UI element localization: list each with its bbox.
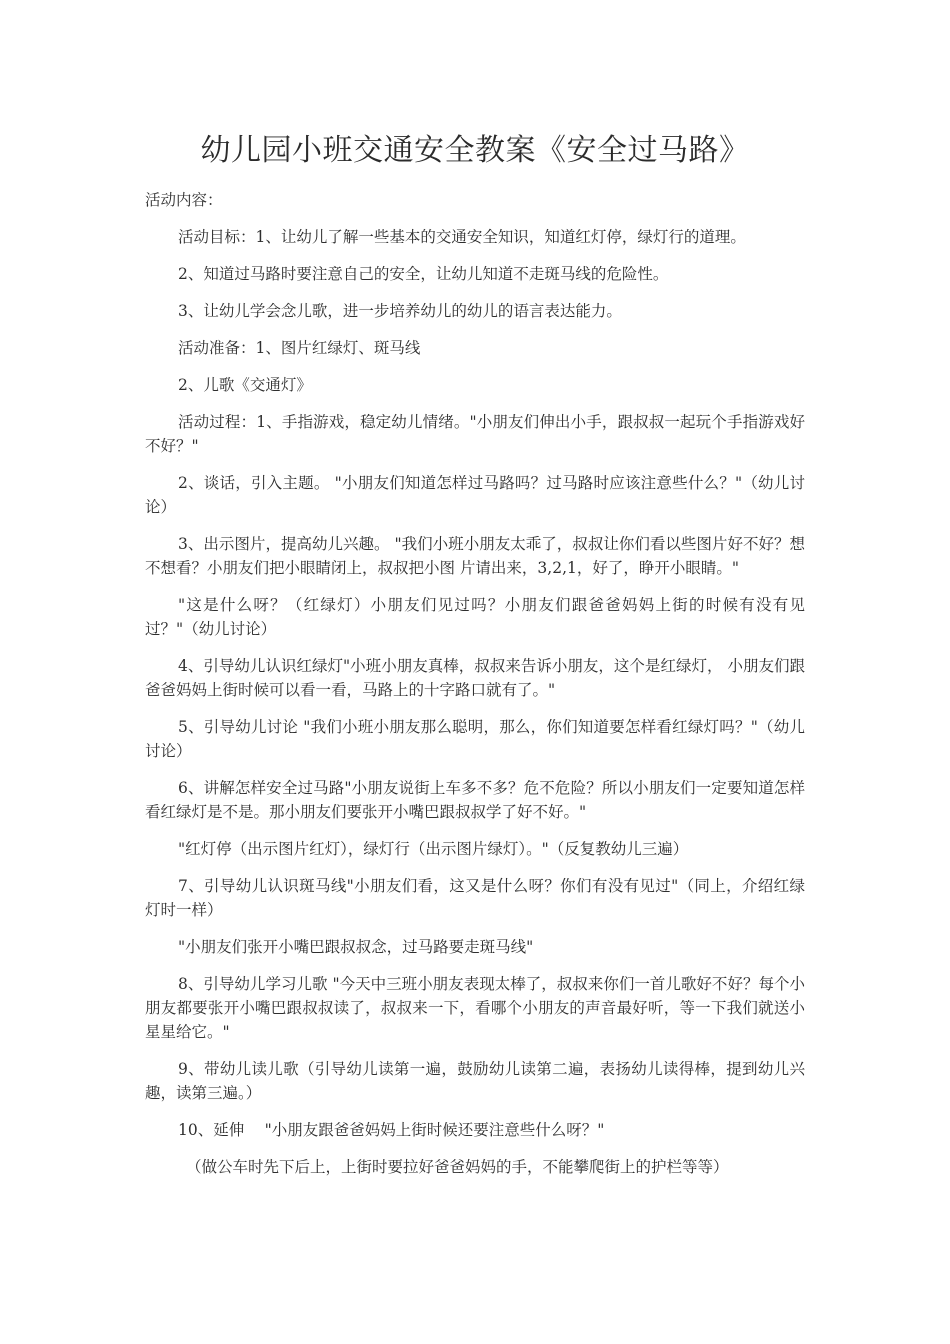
paragraph-process-3-dialogue: "这是什么呀？（红绿灯）小朋友们见过吗？小朋友们跟爸爸妈妈上街的时候有没有见过？"（幼儿讨论） xyxy=(145,596,805,638)
paragraph-process-10-note: （做公车时先下后上，上街时要拉好爸爸妈妈的手，不能攀爬街上的护栏等等） xyxy=(186,1158,729,1176)
paragraph-process-5: 5、引导幼儿讨论 "我们小班小朋友那么聪明，那么，你们知道要怎样看红绿灯吗？"（幼儿讨论） xyxy=(145,718,805,760)
paragraph-process-2: 2、谈话，引入主题。 "小朋友们知道怎样过马路吗？过马路时应该注意些什么？"（幼儿讨论） xyxy=(145,474,805,516)
paragraph-activity-content: 活动内容： xyxy=(145,191,223,209)
paragraph-process-8: 8、引导幼儿学习儿歌 "今天中三班小朋友表现太棒了，叔叔来你们一首儿歌好不好？每个小朋友都要张开小嘴巴跟叔叔读了，叔叔来一下，看哪个小朋友的声音最好听，等一下我们就送小星星给它。" xyxy=(145,975,805,1041)
paragraph-prep-2: 2、儿歌《交通灯》 xyxy=(178,376,312,394)
paragraph-process-6: 6、讲解怎样安全过马路"小朋友说街上车多不多？危不危险？所以小朋友们一定要知道怎样看红绿灯是不是。那小朋友们要张开小嘴巴跟叔叔学了好不好。" xyxy=(145,779,805,821)
paragraph-prep-1: 活动准备：1、图片红绿灯、斑马线 xyxy=(178,339,421,357)
paragraph-process-7: 7、引导幼儿认识斑马线"小朋友们看，这又是什么呀？你们有没有见过"（同上，介绍红绿灯时一样） xyxy=(145,877,805,919)
document-title: 幼儿园小班交通安全教案《安全过马路》 xyxy=(200,133,750,168)
paragraph-process-6-chant: "红灯停（出示图片红灯），绿灯行（出示图片绿灯）。"（反复教幼儿三遍） xyxy=(178,840,689,858)
paragraph-goal-2: 2、知道过马路时要注意自己的安全，让幼儿知道不走斑马线的危险性。 xyxy=(178,265,669,283)
document-body xyxy=(145,188,805,1192)
paragraph-process-10: 10、延伸 "小朋友跟爸爸妈妈上街时候还要注意些什么呀？" xyxy=(178,1121,605,1139)
paragraph-process-9: 9、带幼儿读儿歌（引导幼儿读第一遍，鼓励幼儿读第二遍，表扬幼儿读得棒，提到幼儿兴趣，读第三遍。） xyxy=(145,1060,805,1102)
paragraph-process-7-chant: "小朋友们张开小嘴巴跟叔叔念，过马路要走斑马线" xyxy=(178,938,534,956)
paragraph-goal-3: 3、让幼儿学会念儿歌，进一步培养幼儿的幼儿的语言表达能力。 xyxy=(178,302,622,320)
paragraph-goal-1: 活动目标：1、让幼儿了解一些基本的交通安全知识，知道红灯停，绿灯行的道理。 xyxy=(178,228,746,246)
paragraph-process-4: 4、引导幼儿认识红绿灯"小班小朋友真棒，叔叔来告诉小朋友，这个是红绿灯， 小朋友们跟爸爸妈妈上街时候可以看一看，马路上的十字路口就有了。" xyxy=(145,657,805,699)
paragraph-process-1: 活动过程：1、手指游戏，稳定幼儿情绪。"小朋友们伸出小手，跟叔叔一起玩个手指游戏好不好？" xyxy=(145,413,805,455)
paragraph-process-3: 3、出示图片，提高幼儿兴趣。 "我们小班小朋友太乖了，叔叔让你们看以些图片好不好？想不想看？小朋友们把小眼睛闭上，叔叔把小图 片请出来，3,2,1，好了，睁开小眼睛。" xyxy=(145,535,805,577)
